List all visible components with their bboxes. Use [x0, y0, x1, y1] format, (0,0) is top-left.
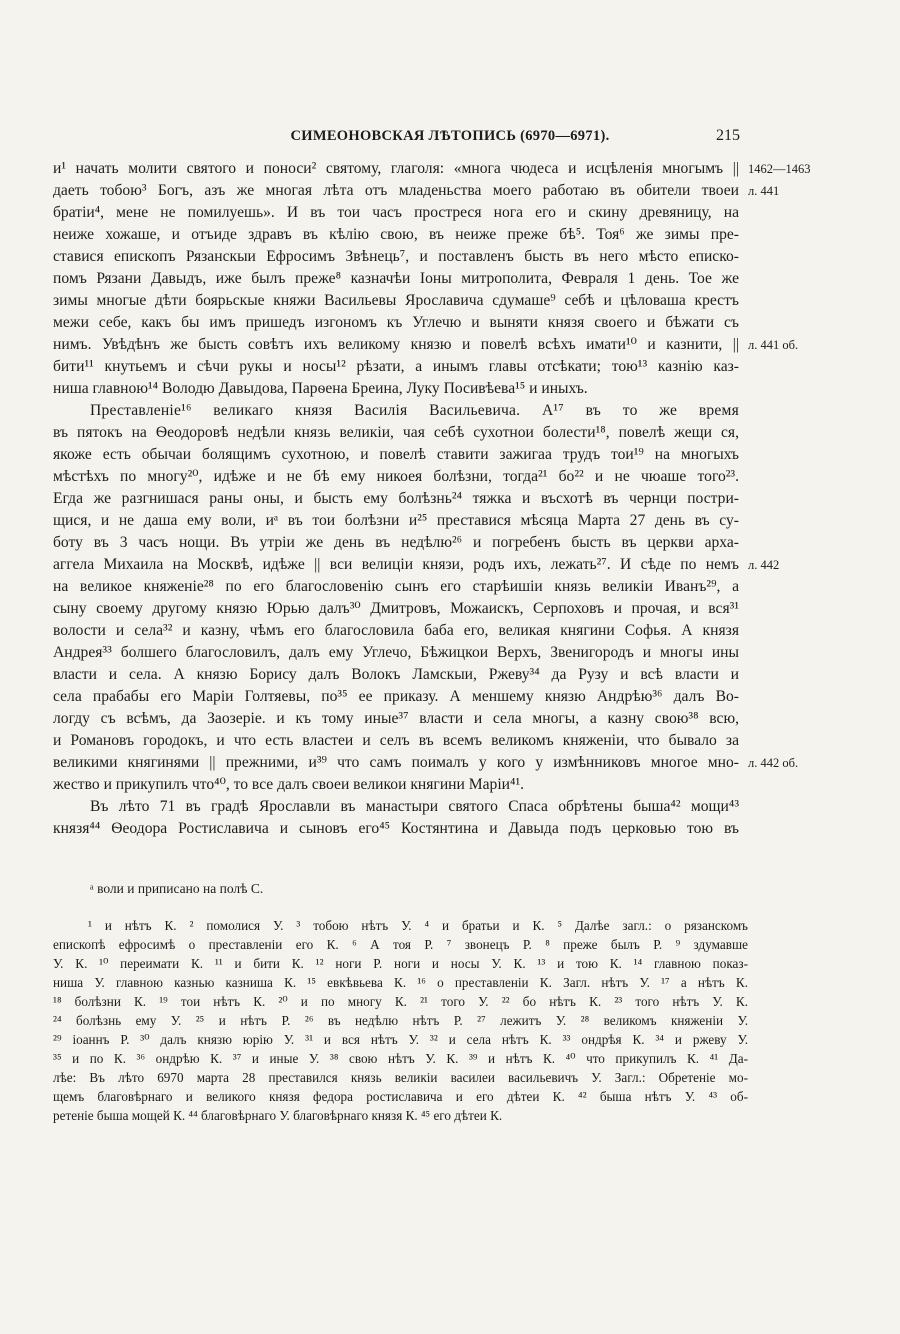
text-line: ставися епископъ Рязанскыи Ефросимъ Звѣнець⁷, и поставленъ бысть въ него мѣсто еписко-	[53, 248, 739, 265]
text-line: и¹ начать молити святого и поноси² святому, глаголя: «многа чюдеса и исцѣленія многымъ ||	[53, 160, 739, 177]
footnote-line: щемъ благовѣрнаго и великого князя федора ростиславича и его дѣтеи К. ⁴² быша нѣтъ У. ⁴³ об-	[53, 1089, 748, 1104]
margin-note-folio: л. 441 об.	[748, 338, 799, 352]
text-line: великими княгинями || прежними, и³⁹ что самъ поималъ у кого у измѣнниковъ многое мно-	[53, 754, 739, 771]
running-title: СИМЕОНОВСКАЯ ЛѢТОПИСЬ (6970—6971).	[290, 128, 610, 144]
footnote-line: ²⁹ іоаннъ Р. ³⁰ далъ князю юрію У. ³¹ и вся нѣтъ У. ³² и села нѣтъ К. ³³ ондрѣя К. ³⁴ и ржеву У.	[53, 1032, 748, 1047]
text-line: зимы многые дѣти боярьскые княжи Васильевы Ярославича сдумаше⁹ себѣ и цѣловаша крестъ	[53, 292, 739, 309]
footnote-line: ниша У. главною казнью казниша К. ¹⁵ евкѣвьева К. ¹⁶ о преставленіи К. Загл. нѣтъ У. ¹⁷ а нѣтъ К.	[53, 975, 748, 990]
footnote-line: ²⁴ болѣзнь ему У. ²⁵ и нѣтъ Р. ²⁶ въ недѣлю нѣтъ Р. ²⁷ лежитъ У. ²⁸ великомъ княженіи У.	[53, 1013, 748, 1028]
text-line: мѣстѣхъ по многу²⁰, идѣже и не бѣ ему никоея болѣзни, тогда²¹ бо²² и не чюаше того²³.	[53, 468, 739, 485]
text-line: и Романовъ городокъ, и что есть властеи и селъ въ всемъ великомъ княженіи, что бывало за	[53, 732, 739, 749]
page-number: 215	[716, 127, 740, 144]
footnote-line: ретеніе быша мощей К. ⁴⁴ благовѣрнаго У. благовѣрнаго князя К. ⁴⁵ его дѣтеи К.	[53, 1108, 503, 1123]
section-heading-line: Преставленіе¹⁶ великаго князя Василія Васильевича. А¹⁷ въ то же время	[90, 402, 739, 419]
text-line: межи себе, какъ бы имъ пришедъ изгономъ къ Углечю и выняти князя своего и бѣжати съ	[53, 314, 739, 331]
text-line: въ пятокъ на Ѳеодоровѣ недѣли князь великіи, чая себѣ сухотнои болести¹⁸, повелѣ жещи ся,	[53, 424, 739, 441]
footnote-line: ³⁵ и по К. ³⁶ ондрѣю К. ³⁷ и иные У. ³⁸ свою нѣтъ У. К. ³⁹ и нѣтъ К. ⁴⁰ что прикупилъ К. ⁴¹ Да-	[53, 1051, 748, 1066]
text-line: сыну своему другому князю Юрью далъ³⁰ Дмитровъ, Можаискъ, Серпоховъ и прочая, и вся³¹	[53, 600, 739, 617]
text-line: на великое княженіе²⁸ по его благословенію сынъ его старѣишіи князь великіи Иванъ²⁹, а	[53, 578, 739, 595]
text-line: якоже есть обычаи болящимъ сухотною, и повелѣ ставити зажигаа трудъ тои¹⁹ на многыхъ	[53, 446, 739, 463]
footnote-line: лѣе: Въ лѣто 6970 марта 28 преставился князь великіи василеи васильевичъ У. Загл.: Обретеніе мо-	[53, 1070, 748, 1085]
text-line: села прабабы его Маріи Голтяевы, по³⁵ ее приказу. А меншему князю Андрѣю³⁶ далъ Во-	[53, 688, 739, 705]
text-line: неиже хожаше, и отъиде здравъ въ кѣлію свою, въ неиже преже бѣ⁵. Тоя⁶ же зимы пре-	[53, 226, 739, 243]
text-line: даеть тобою³ Богъ, азъ же многая лѣта отъ младеньства моего работаю въ обители твоеи	[53, 182, 739, 199]
text-line: бити¹¹ кнутьемъ и сѣчи рукы и носы¹² рѣзати, а инымъ главы отсѣкати; тою¹³ казнію каз-	[53, 358, 739, 375]
margin-note-folio: л. 442	[748, 558, 780, 572]
text-line: логду съ всѣмъ, да Заозеріе. и къ тому иные³⁷ власти и села многы, а казну свою³⁸ всю,	[53, 710, 739, 727]
text-line: помъ Рязани Давыдъ, иже былъ преже⁸ казначѣи Іоны митрополита, Февраля 1 день. Тое же	[53, 270, 739, 287]
margin-note-folio: л. 441	[748, 184, 780, 198]
margin-note-folio: л. 442 об.	[748, 756, 799, 770]
footnote-line: ¹ и нѣтъ К. ² помолися У. ³ тобою нѣтъ У. ⁴ и братьи и К. ⁵ Далѣе загл.: о рязанскомъ	[88, 918, 748, 933]
text-line: Егда же разгнишася раны оны, и бысть ему болѣзнь²⁴ тяжка и въсхотѣ въ чернци постри-	[53, 490, 739, 507]
text-line: Въ лѣто 71 въ градѣ Ярославли въ манастыри святого Спаса обрѣтены быша⁴² мощи⁴³	[90, 798, 739, 815]
text-line: щися, и не даша ему воли, иᵃ въ тои болѣзни и²⁵ преставися мѣсяца Марта 27 день въ су-	[53, 512, 739, 529]
apparatus-note: ᵃ воли и приписано на полѣ С.	[90, 881, 264, 896]
footnote-line: У. К. ¹⁰ переимати К. ¹¹ и бити К. ¹² ноги Р. ноги и носы У. К. ¹³ и тою К. ¹⁴ главною показ-	[53, 956, 748, 971]
text-line: нимъ. Увѣдѣнъ же бысть совѣтъ ихъ великому князю и повелѣ всѣхъ имати¹⁰ и казнити, ||	[53, 336, 739, 353]
text-line: волости и села³² и казну, чѣмъ его благословила баба его, великая княгини Софья. А князя	[53, 622, 739, 639]
text-line: боту въ 3 часъ нощи. Въ утріи же день въ недѣлю²⁶ и погребенъ бысть въ церкви арха-	[53, 534, 739, 551]
text-line: жество и прикупилъ что⁴⁰, то все далъ своеи великои княгини Маріи⁴¹.	[53, 776, 525, 793]
text-line: аггела Михаила на Москвѣ, идѣже || вси велицiи князи, родъ ихъ, лежать²⁷. И сѣде по немъ	[53, 556, 739, 573]
margin-note-years: 1462—1463	[748, 162, 811, 176]
text-line: власти и села. А князю Борису далъ Волокъ Ламскыи, Ржеву³⁴ да Рузу и всѣ власти и	[53, 666, 739, 683]
text-line: ниша главною¹⁴ Володю Давыдова, Парѳена Бреина, Луку Посивѣева¹⁵ и иныхъ.	[53, 380, 588, 397]
text-line: князя⁴⁴ Ѳеодора Ростиславича и сыновъ его⁴⁵ Костянтина и Давыда подъ церковью тою въ	[53, 820, 739, 837]
footnote-line: ¹⁸ болѣзни К. ¹⁹ тои нѣтъ К. ²⁰ и по многу К. ²¹ того У. ²² бо нѣтъ К. ²³ того нѣтъ У. К.	[53, 994, 748, 1009]
footnote-line: епископѣ ефросимѣ о преставленіи его К. ⁶ А тоя Р. ⁷ звонецъ Р. ⁸ преже былъ Р. ⁹ здумавше	[53, 937, 748, 952]
text-line: братіи⁴, мене не помилуешь». И въ тои часъ простреся нога его и скину древяницу, на	[53, 204, 739, 221]
text-line: Андрея³³ болшего благословилъ, далъ ему Углечо, Бѣжицкои Верхъ, Звенигородъ и многы ины	[53, 644, 739, 661]
